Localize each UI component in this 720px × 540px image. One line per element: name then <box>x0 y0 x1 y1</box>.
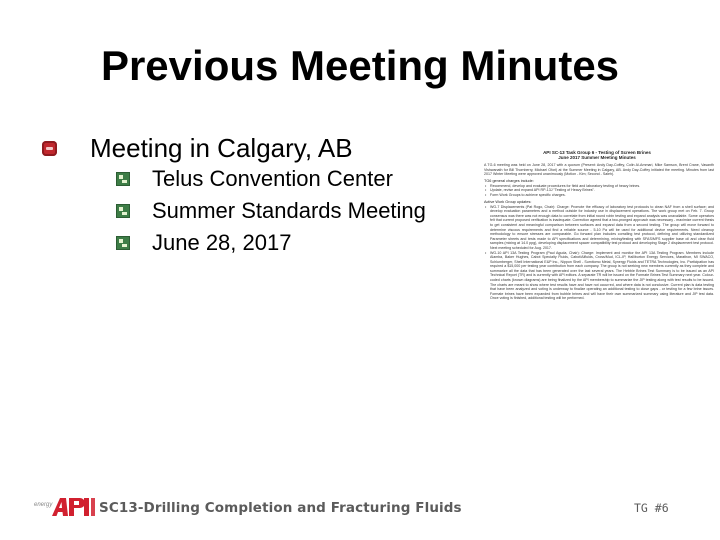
sub-bullet <box>116 162 393 196</box>
doc-list-item: • WG-10 API 13A Testing Program (Paul Aguda, Chair): Charge: Implement and monitor the API 13A Testing Program. Members include Alamba, Baker Hughes, Cabot Specialty Fluids, Cabot/Alfluids, Cross/Mud, ICL-IP, Halliburton Energy Services, Marathon, MI SWACO, Schlumberger, Shell International E&P Inc., Nippon Shell - Sumitomo Metal, Synergy Fluids and TETRA Technologies, Inc. Participation has required a $15,000 per testing year contribution from each company. The group is not seeking new members currently as they complete and summarize all the data that has been generated over the last several years. The Hebble Brines Test Summary is to be issued as an API Technical Report (TR) and is currently with API editors. A separate TR will be issued on the Formate Brines Test Summary next year. Colour-coded charts (known diagrams) are being finalized by the API membership to summarize the JIP testing along with test results to be issued. The charts are meant to show where test results have and have not occurred, and where data is not conclusive. Current plan is data testing that have been analyzed and voting is underway to finalize operating an additional testing to close gaps - or testing for a few brine issues. Formate brines have been expanded from bubble brines and will have their own summarized summary using literature and JIP test data. Once voting is finished, additional testing will be performed. <box>490 251 714 302</box>
green-square-bullet-icon <box>116 204 130 218</box>
minutes-document-image <box>476 150 718 448</box>
doc-intro: A TG-6 meeting was held on June 28, 2017 with a quorum (Present: Andy Day-Coffey, Colin Al-Ammari, Mike Samson, Brent Crane, Vasanth Vishwanath for Bill Thornberry, Michael Ofori) at the Summer Meeting in Calgary, AB. Andy Day-Coffey initiated the meeting. Minutes from last 2017 Winter Meeting were approved unanimously (Motion - Kim; Second - Saleh). <box>484 163 714 177</box>
green-square-bullet-icon <box>116 236 130 250</box>
footer <box>0 492 720 528</box>
sub-bullet-text: Summer Standards Meeting <box>152 198 426 223</box>
sub-bullet-text: Telus Convention Center <box>152 166 393 191</box>
sub-bullet-text: June 28, 2017 <box>152 230 292 255</box>
energy-tag: energy <box>34 502 53 508</box>
doc-list-item: • Update, revise and expand API RP-13J "Testing of Heavy Brines". <box>490 188 714 193</box>
doc-list-item: • Recommend, develop and evaluate procedures for field and laboratory testing of heavy brines. <box>490 184 714 189</box>
doc-list-item: • WG-7 Displacements (Pat Rogo, Chair): Charge: Promote the efficacy of laboratory test protocols to clean NAF from a shell surface; and develop evaluation parameters and a method outside for industry use in displacement operations. The work group met on Feb. 7. Group consensus was there was not enough data to correlate from initial round robin testing and expand analysis was unavailable. Some operators felt that current proposed verification is inadequate. Correction agreed that a two-pronged approach was necessary - maximize current thesis to get consistent and meaningful comparison between surfaces and expand data from a second testing. The group will move forward to determine viscous requirements and find a reliable source - 5-10 Pa will be used for additional device requirements. Need cleanup methodology to ensure stresses are comparable. Go forward plan includes corralling test protocol, defining and utilizing standardized Parameter sheets and tests made to API specifications and determining, mixing/testing with SFAS/MFS supplier base oil and clear fluid samples (mixing at 14.0 ppg), developing displacement spacer compatibility test protocol and developing Stage 2 displacement test protocol. Next meeting scheduled for Aug. 2017. <box>490 205 714 251</box>
doc-header: API SC-13 Task Group 6 - Testing of Screen Brines <box>543 150 651 155</box>
doc-list-item: • Form Work Groups to achieve specific charges. <box>490 193 714 198</box>
sub-bullet <box>116 226 291 260</box>
red-square-bullet-icon <box>42 141 57 156</box>
doc-subheader: June 2017 Summer Meeting Minutes <box>558 155 636 160</box>
footer-committee-text: SC13-Drilling Completion and Fracturing Fluids <box>99 500 462 516</box>
slide-title: Previous Meeting Minutes <box>100 42 620 89</box>
footer-page-label: TG #6 <box>634 501 669 515</box>
green-square-bullet-icon <box>116 172 130 186</box>
doc-section-heading: Active Work Group updates: <box>484 199 532 204</box>
api-logo-icon <box>52 496 96 518</box>
doc-section-heading: TG6 general charges include: <box>484 178 534 183</box>
bullet-text: Meeting in Calgary, AB <box>90 132 353 163</box>
sub-bullet <box>116 194 426 228</box>
